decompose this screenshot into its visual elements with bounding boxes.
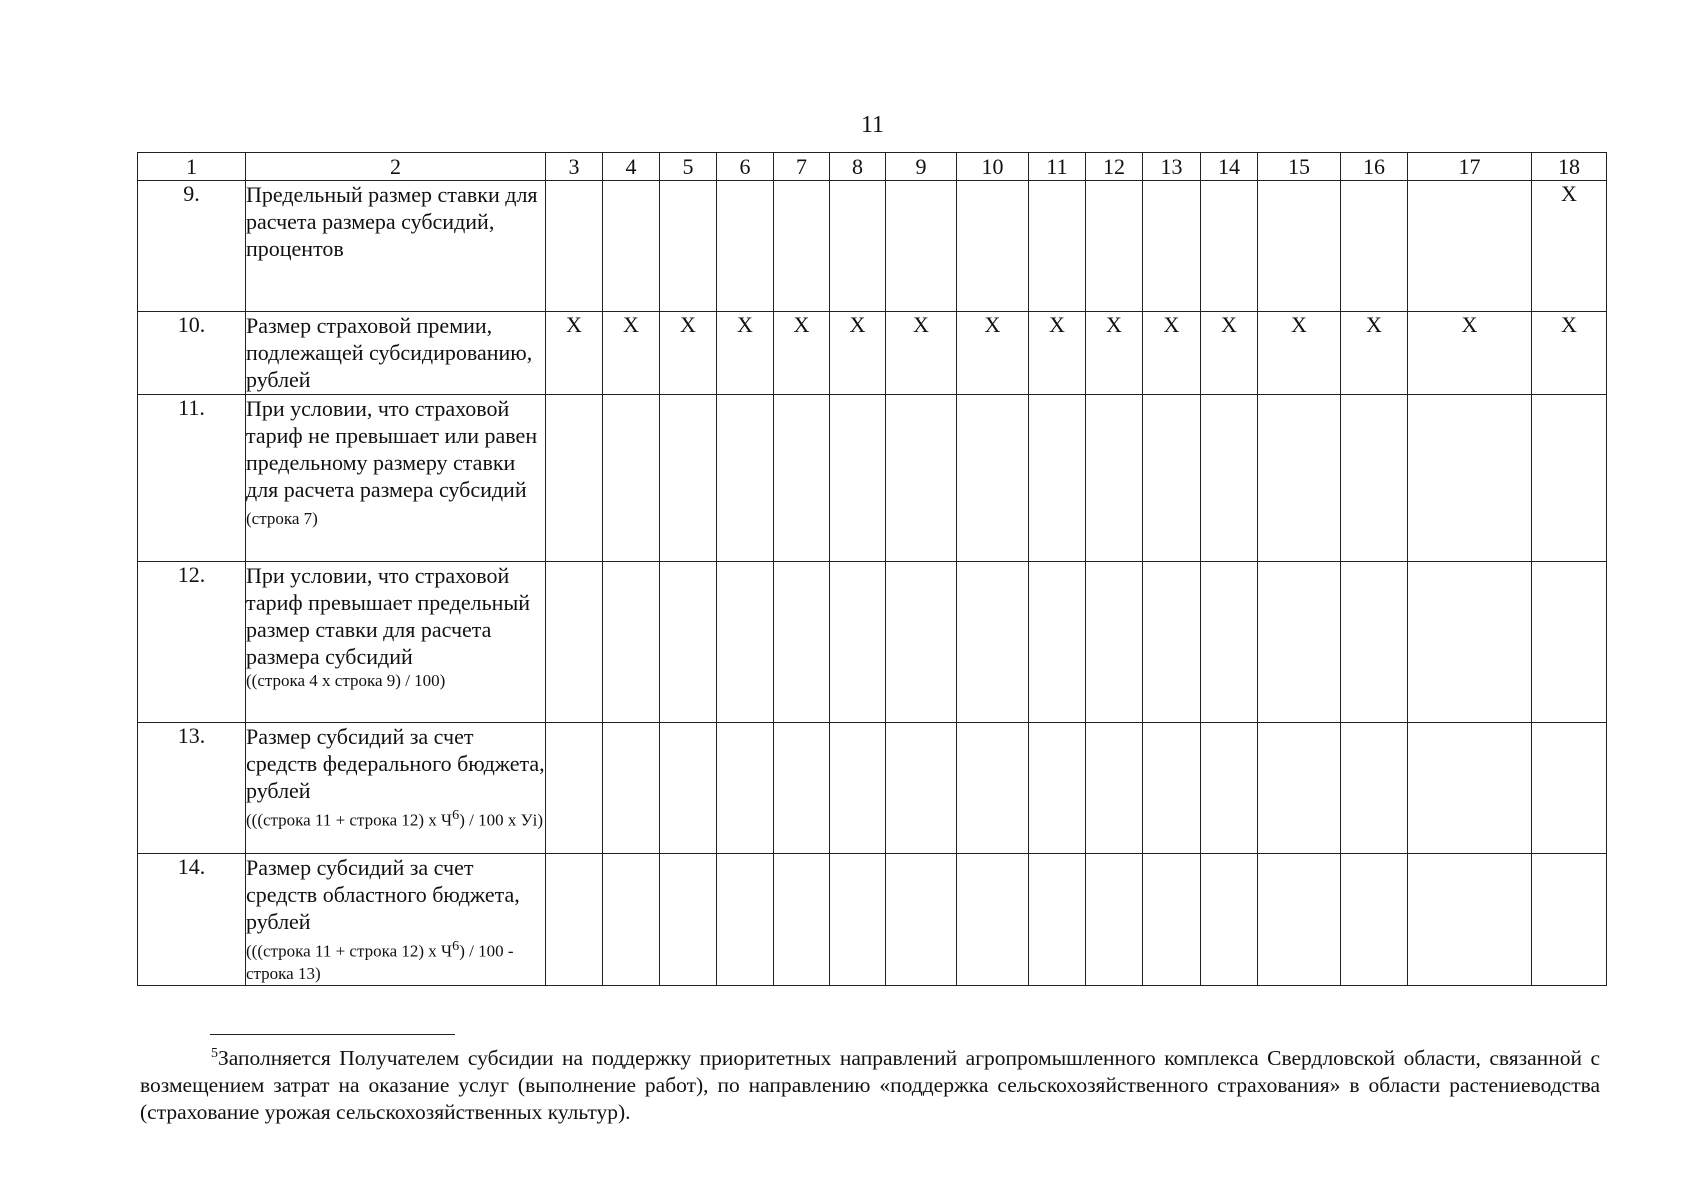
- row-formula: ((строка 4 x строка 9) / 100): [246, 671, 446, 690]
- footnote-divider: [210, 1034, 455, 1035]
- column-number: 3: [546, 153, 603, 181]
- table-row: [138, 723, 1607, 854]
- row-formula: [246, 935, 545, 985]
- table-row: [138, 854, 1607, 986]
- table-cell: [1029, 723, 1086, 854]
- table-cell: [546, 854, 603, 986]
- table-cell: [1029, 854, 1086, 986]
- table-cell: [830, 854, 886, 986]
- table-cell: X: [1341, 312, 1408, 395]
- row-formula: (строка 7): [246, 509, 318, 528]
- row-number: 12.: [138, 562, 246, 723]
- table-cell: X: [1201, 312, 1258, 395]
- table-cell: X: [957, 312, 1029, 395]
- table-cell: X: [1532, 312, 1607, 395]
- table-cell: [717, 395, 774, 562]
- table-cell: [717, 723, 774, 854]
- table-cell: [957, 723, 1029, 854]
- row-number: 14.: [138, 854, 246, 986]
- table-cell: [717, 562, 774, 723]
- table-cell: [660, 395, 717, 562]
- table-cell: [1258, 395, 1341, 562]
- table-cell: [886, 562, 957, 723]
- table-cell: [1143, 854, 1201, 986]
- table-cell: [1532, 854, 1607, 986]
- table-cell: X: [660, 312, 717, 395]
- table-cell: X: [1029, 312, 1086, 395]
- table-cell: X: [1086, 312, 1143, 395]
- row-description: [246, 854, 546, 986]
- table-cell: [1086, 723, 1143, 854]
- table-cell: [1408, 562, 1532, 723]
- table-cell: [1086, 562, 1143, 723]
- footnote-text: Заполняется Получателем субсидии на поддержку приоритетных направлений агропромышленного комплекса Свердловской области, связанной с возмещением затрат на оказание услуг (выполнение работ), по направлению «поддержка сельскохозяйственного страхования» в области растениеводства (страхование урожая сельскохозяйственных культур).: [140, 1046, 1600, 1125]
- table-cell: X: [1408, 312, 1532, 395]
- row-description: [246, 312, 546, 395]
- column-number: 5: [660, 153, 717, 181]
- table-cell: [1408, 854, 1532, 986]
- table-cell: [957, 854, 1029, 986]
- data-table: [137, 152, 1607, 986]
- table-cell: [1201, 854, 1258, 986]
- table-cell: X: [886, 312, 957, 395]
- table-cell: [1029, 181, 1086, 312]
- formula-superscript: 6: [452, 938, 460, 954]
- row-text: Размер субсидий за счет средств областного бюджета, рублей: [246, 855, 520, 934]
- table-cell: [546, 181, 603, 312]
- row-description: [246, 395, 546, 562]
- table-cell: [1408, 181, 1532, 312]
- formula-superscript: 6: [452, 807, 460, 823]
- table-cell: [1532, 562, 1607, 723]
- column-number: 6: [717, 153, 774, 181]
- table-cell: [957, 562, 1029, 723]
- column-number: 17: [1408, 153, 1532, 181]
- table-cell: [1408, 723, 1532, 854]
- row-number: 9.: [138, 181, 246, 312]
- table-cell: [1532, 723, 1607, 854]
- table-cell: X: [546, 312, 603, 395]
- column-number: 12: [1086, 153, 1143, 181]
- table-cell: [830, 181, 886, 312]
- table-cell: [1143, 723, 1201, 854]
- column-number: 9: [886, 153, 957, 181]
- row-text: Предельный размер ставки для расчета размера субсидий, процентов: [246, 182, 538, 261]
- table-cell: [1086, 181, 1143, 312]
- table-cell: [603, 723, 660, 854]
- table-cell: [774, 562, 830, 723]
- table-cell: [1341, 181, 1408, 312]
- table-cell: [1143, 181, 1201, 312]
- table-cell: X: [603, 312, 660, 395]
- table-cell: X: [1143, 312, 1201, 395]
- table-cell: X: [717, 312, 774, 395]
- table-cell: [546, 562, 603, 723]
- table-cell: [1143, 562, 1201, 723]
- table-cell: [886, 854, 957, 986]
- table-cell: X: [1258, 312, 1341, 395]
- column-number: 7: [774, 153, 830, 181]
- table-cell: [1258, 562, 1341, 723]
- table-cell: [957, 181, 1029, 312]
- column-number: 18: [1532, 153, 1607, 181]
- row-description: [246, 181, 546, 312]
- row-number: 13.: [138, 723, 246, 854]
- table-cell: [774, 181, 830, 312]
- table-cell: [774, 854, 830, 986]
- table-cell: [957, 395, 1029, 562]
- table-cell: [1201, 395, 1258, 562]
- table-cell: [1532, 395, 1607, 562]
- row-description: [246, 562, 546, 723]
- table-cell: [1029, 395, 1086, 562]
- formula-part: ) / 100 - строка 13): [246, 941, 514, 983]
- table-cell: [774, 723, 830, 854]
- column-number: 1: [138, 153, 246, 181]
- table-cell: [1086, 854, 1143, 986]
- table-cell: X: [774, 312, 830, 395]
- table-cell: [1258, 181, 1341, 312]
- table-cell: [1201, 181, 1258, 312]
- page-number: 11: [860, 112, 885, 138]
- table-cell: [1086, 395, 1143, 562]
- table-cell: [1341, 854, 1408, 986]
- table-row: [138, 562, 1607, 723]
- column-number: 11: [1029, 153, 1086, 181]
- table-cell: [717, 181, 774, 312]
- table-cell: [546, 723, 603, 854]
- table-row: [138, 181, 1607, 312]
- formula-part: (((строка 11 + строка 12) x Ч: [246, 941, 453, 961]
- formula-part: (((строка 11 + строка 12) x Ч: [246, 810, 453, 830]
- table-cell: [1258, 854, 1341, 986]
- table-cell: [1201, 723, 1258, 854]
- table-cell: [830, 562, 886, 723]
- table-cell: [660, 562, 717, 723]
- column-number: 8: [830, 153, 886, 181]
- table-row: [138, 312, 1607, 395]
- column-number: 4: [603, 153, 660, 181]
- table-cell: [1341, 395, 1408, 562]
- row-text: При условии, что страховой тариф превышает предельный размер ставки для расчета размера субсидий: [246, 563, 531, 669]
- header-row: [138, 153, 1607, 181]
- table-cell: [774, 395, 830, 562]
- table-cell: [1341, 562, 1408, 723]
- column-number: 16: [1341, 153, 1408, 181]
- table-cell: [886, 181, 957, 312]
- column-number: 2: [246, 153, 546, 181]
- row-formula: [246, 804, 545, 832]
- table-cell: X: [1532, 181, 1607, 312]
- table-cell: [886, 723, 957, 854]
- column-number: 15: [1258, 153, 1341, 181]
- table-cell: X: [830, 312, 886, 395]
- formula-part: ) / 100 x Уi): [459, 810, 543, 830]
- table-cell: [1341, 723, 1408, 854]
- table-cell: [1143, 395, 1201, 562]
- row-number: 11.: [138, 395, 246, 562]
- table-cell: [660, 181, 717, 312]
- row-description: [246, 723, 546, 854]
- column-number: 14: [1201, 153, 1258, 181]
- table-cell: [603, 181, 660, 312]
- row-text: При условии, что страховой тариф не превышает или равен предельному размеру ставки для расчета размера субсидий: [246, 396, 538, 502]
- table-cell: [830, 723, 886, 854]
- table-cell: [546, 395, 603, 562]
- table-row: [138, 395, 1607, 562]
- table-cell: [660, 723, 717, 854]
- table-cell: [603, 562, 660, 723]
- column-number: 13: [1143, 153, 1201, 181]
- footnote-marker: 5: [211, 1046, 218, 1061]
- row-text: Размер субсидий за счет средств федерального бюджета, рублей: [246, 724, 545, 803]
- table-cell: [717, 854, 774, 986]
- table-cell: [830, 395, 886, 562]
- table-cell: [1408, 395, 1532, 562]
- table-cell: [603, 854, 660, 986]
- table-cell: [886, 395, 957, 562]
- table-cell: [603, 395, 660, 562]
- footnote: [140, 1040, 1600, 1126]
- row-number: 10.: [138, 312, 246, 395]
- table-cell: [660, 854, 717, 986]
- row-text: Размер страховой премии, подлежащей субсидированию, рублей: [246, 313, 533, 392]
- table-cell: [1258, 723, 1341, 854]
- column-number: 10: [957, 153, 1029, 181]
- table-cell: [1029, 562, 1086, 723]
- table-cell: [1201, 562, 1258, 723]
